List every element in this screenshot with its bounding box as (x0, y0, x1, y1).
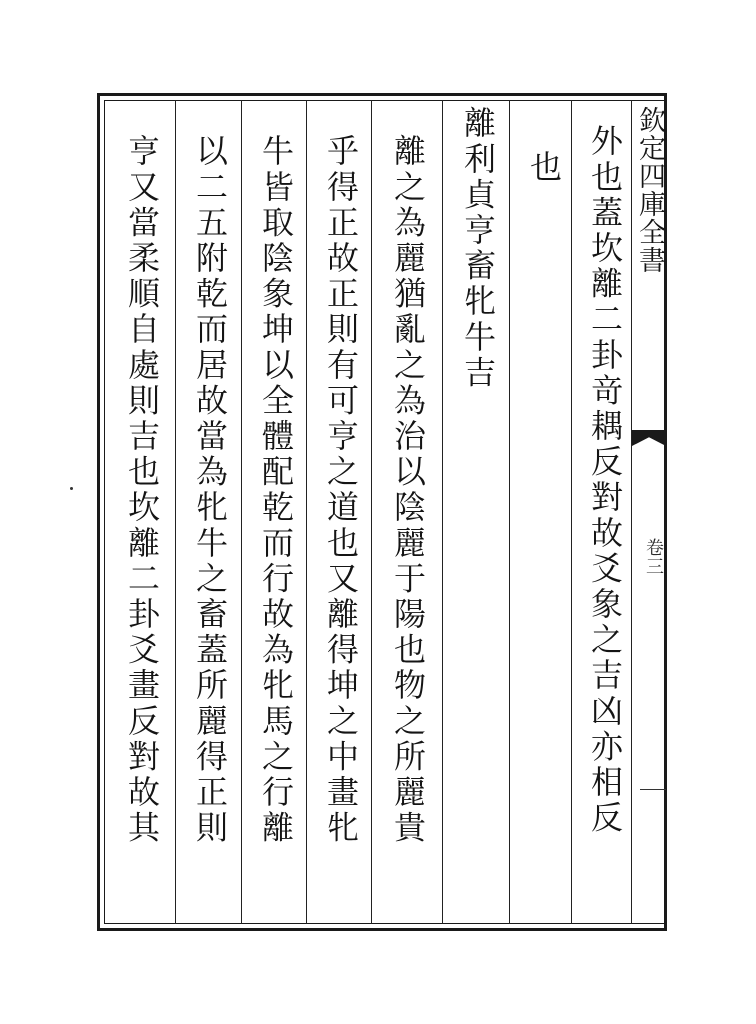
column-rule (175, 100, 176, 924)
text-column-8: 亨又當柔順自處則吉也坎離二卦爻畫反對故其 (123, 134, 161, 846)
column-rule (571, 100, 572, 924)
text-column-5: 乎得正故正則有可亨之道也又離得坤之中畫牝 (322, 134, 360, 846)
column-rule (306, 100, 307, 924)
text-column-4: 離之為麗猶亂之為治以陰麗于陽也物之所麗貴 (389, 134, 427, 846)
text-column-2: 也 (525, 150, 563, 186)
column-rule (509, 100, 510, 924)
margin-tick (640, 789, 666, 790)
column-rule (631, 100, 632, 924)
column-rule (241, 100, 242, 924)
text-column-6: 牛皆取陰象坤以全體配乾而行故為牝馬之行離 (257, 134, 295, 846)
fish-tail-mark (632, 430, 666, 446)
speck (70, 487, 73, 490)
text-column-1: 外也蓋坎離二卦竒耦反對故爻象之吉凶亦相反 (586, 124, 624, 836)
text-column-7: 以二五附乾而居故當為牝牛之畜蓋所麗得正則 (191, 134, 229, 846)
column-rule (371, 100, 372, 924)
page-border (97, 93, 667, 931)
book-title: 欽定四庫全書 (634, 106, 665, 274)
volume-label: 卷三 (643, 538, 664, 576)
text-column-3-heading: 離利貞亨畜牝牛吉 (459, 106, 497, 391)
column-rule (442, 100, 443, 924)
page-margin-header (632, 100, 666, 920)
